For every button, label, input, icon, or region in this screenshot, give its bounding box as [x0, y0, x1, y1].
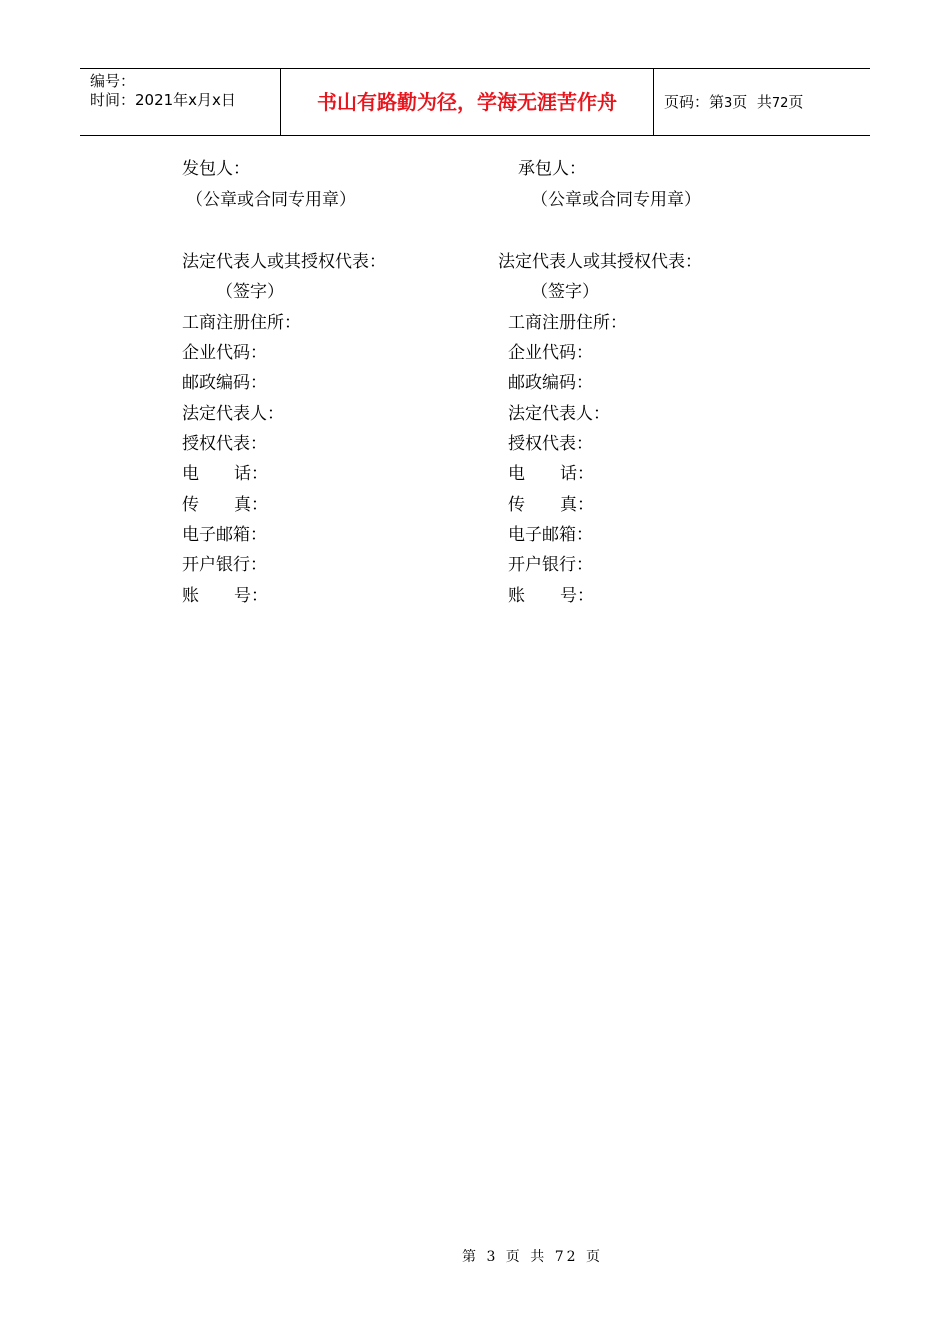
header-motto: 书山有路勤为径，学海无涯苦作舟	[281, 69, 654, 135]
employer-account-char-2: 号：	[234, 586, 268, 606]
employer-bank-label: 开户银行：	[182, 555, 267, 575]
employer-party-label: 发包人：	[182, 159, 250, 179]
page-footer: 第 3 页 共 72 页	[462, 1249, 603, 1265]
contractor-rep-label: 法定代表人或其授权代表：	[498, 252, 702, 272]
contractor-fax-label	[508, 494, 594, 516]
document-number-label: 编号：	[90, 72, 136, 90]
employer-sign-label: （签字）	[216, 282, 284, 302]
employer-address-label: 工商注册住所：	[182, 313, 301, 333]
page-prefix: 页码：第	[664, 93, 725, 111]
employer-rep-label: 法定代表人或其授权代表：	[182, 252, 386, 272]
page-suffix: 页	[788, 93, 804, 111]
contractor-address-label: 工商注册住所：	[508, 313, 627, 333]
employer-legal-label: 法定代表人：	[182, 404, 284, 424]
contractor-bank-label: 开户银行：	[508, 555, 593, 575]
employer-seal-label: （公章或合同专用章）	[186, 190, 356, 210]
contractor-phone-char-1: 电	[508, 464, 525, 484]
page-current: 3	[724, 96, 733, 111]
contractor-account-char-2: 号：	[560, 586, 594, 606]
header-page-info	[654, 69, 870, 135]
contractor-phone-char-2: 话：	[560, 464, 594, 484]
employer-email-label: 电子邮箱：	[182, 525, 267, 545]
contractor-code-label: 企业代码：	[508, 343, 593, 363]
contractor-phone-label	[508, 463, 594, 485]
contractor-fax-char-1: 传	[508, 495, 525, 515]
contractor-fax-char-2: 真：	[560, 495, 594, 515]
contractor-email-label: 电子邮箱：	[508, 525, 593, 545]
contractor-account-char-1: 账	[508, 586, 525, 606]
employer-account-label	[182, 585, 268, 607]
employer-fax-label	[182, 494, 268, 516]
contractor-postal-label: 邮政编码：	[508, 373, 593, 393]
employer-account-char-1: 账	[182, 586, 199, 606]
document-time-label: 时间：2021年x月x日	[90, 91, 236, 109]
employer-fax-char-2: 真：	[234, 495, 268, 515]
contractor-auth-label: 授权代表：	[508, 434, 593, 454]
employer-postal-label: 邮政编码：	[182, 373, 267, 393]
employer-code-label: 企业代码：	[182, 343, 267, 363]
page-mid: 页 共	[732, 93, 772, 111]
contractor-legal-label: 法定代表人：	[508, 404, 610, 424]
contractor-account-label	[508, 585, 594, 607]
employer-phone-char-2: 话：	[234, 464, 268, 484]
employer-auth-label: 授权代表：	[182, 434, 267, 454]
header-meta	[80, 69, 281, 135]
contractor-seal-label: （公章或合同专用章）	[531, 190, 701, 210]
employer-phone-char-1: 电	[182, 464, 199, 484]
contractor-sign-label: （签字）	[531, 282, 599, 302]
page-header	[80, 68, 870, 136]
employer-phone-label	[182, 463, 268, 485]
contractor-party-label: 承包人：	[518, 159, 586, 179]
employer-fax-char-1: 传	[182, 495, 199, 515]
page-total: 72	[771, 96, 789, 111]
